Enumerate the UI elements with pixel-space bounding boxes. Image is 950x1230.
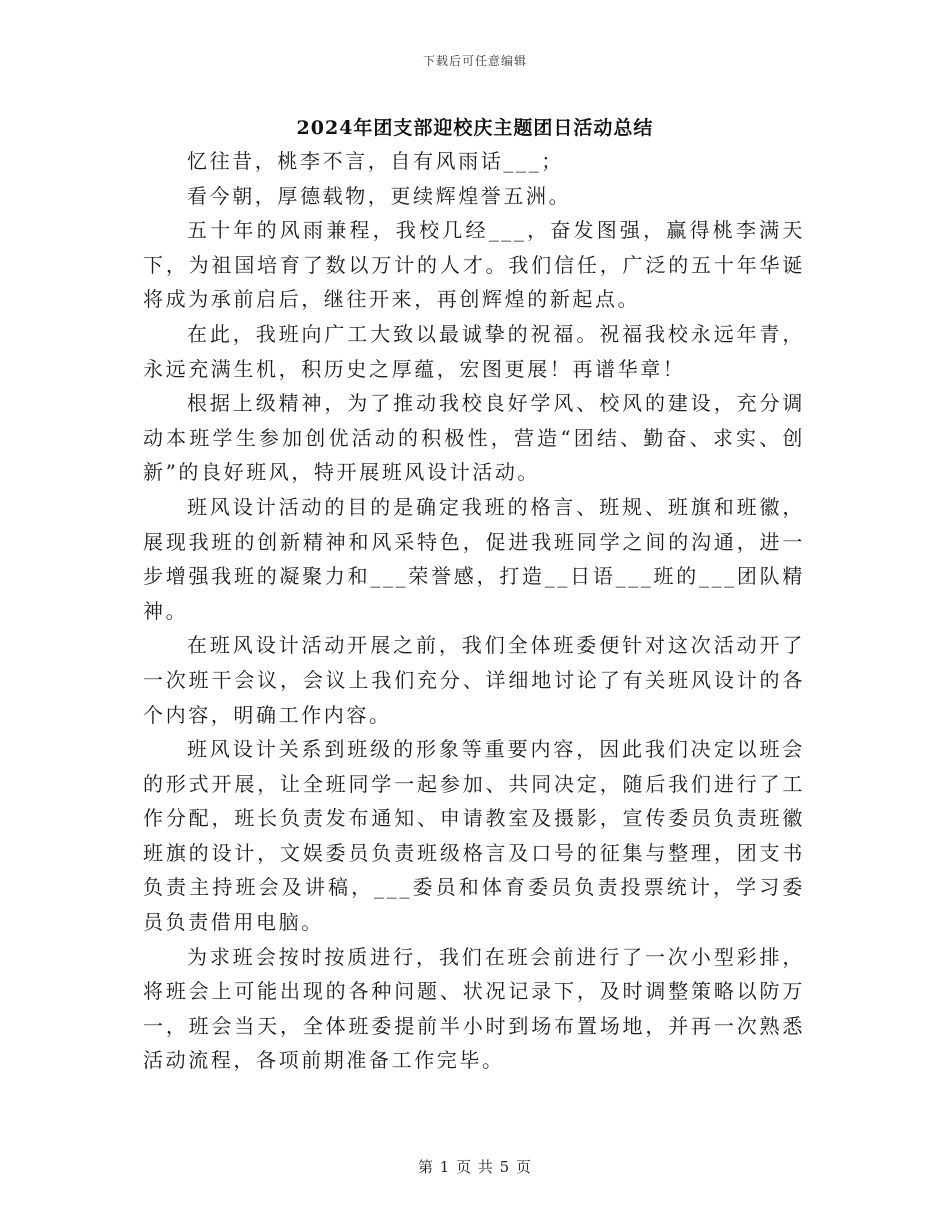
paragraph-9: 为求班会按时按质进行，我们在班会前进行了一次小型彩排，将班会上可能出现的各种问题、状况记录下，及时调整策略以防万一，班会当天，全体班委提前半小时到场布置场地，并再一次熟悉活动流程，各项前期准备工作完毕。 xyxy=(143,944,805,1073)
document-title: 2024年团支部迎校庆主题团日活动总结 xyxy=(296,117,654,139)
page-number: 第 1 页 共 5 页 xyxy=(418,1158,532,1176)
paragraph-8: 班风设计关系到班级的形象等重要内容，因此我们决定以班会的形式开展，让全班同学一起参加、共同决定，随后我们进行了工作分配，班长负责发布通知、申请教室及摄影，宣传委员负责班徽班旗的设计，文娱委员负责班级格言及口号的征集与整理，团支书负责主持班会及讲稿，___委员和体育委员负责投票统计，学习委员负责借用电脑。 xyxy=(143,737,805,935)
paragraph-6: 班风设计活动的目的是确定我班的格言、班规、班旗和班徽，展现我班的创新精神和风采特色，促进我班同学之间的沟通，进一步增强我班的凝聚力和___荣誉感，打造__日语___班的___团队精神。 xyxy=(143,494,805,623)
paragraph-7: 在班风设计活动开展之前，我们全体班委便针对这次活动开了一次班干会议，会议上我们充分、详细地讨论了有关班风设计的各个内容，明确工作内容。 xyxy=(143,633,805,727)
paragraph-2: 看今朝，厚德载物，更续辉煌誉五洲。 xyxy=(187,183,572,208)
paragraph-4: 在此，我班向广工大致以最诚挚的祝福。祝福我校永远年青，永远充满生机，积历史之厚蕴，宏图更展！再谱华章！ xyxy=(143,321,805,381)
paragraph-3: 五十年的风雨兼程，我校几经___，奋发图强，赢得桃李满天下，为祖国培育了数以万计的人才。我们信任，广泛的五十年华诞将成为承前启后，继往开来，再创辉煌的新起点。 xyxy=(143,218,805,312)
page-header-note: 下载后可任意编辑 xyxy=(422,54,527,68)
paragraph-1: 忆往昔，桃李不言，自有风雨话___； xyxy=(187,149,564,173)
paragraph-5: 根据上级精神，为了推动我校良好学风、校风的建设，充分调动本班学生参加创优活动的积极性，营造“团结、勤奋、求实、创新”的良好班风，特开展班风设计活动。 xyxy=(143,391,805,485)
document-body xyxy=(143,144,805,1078)
